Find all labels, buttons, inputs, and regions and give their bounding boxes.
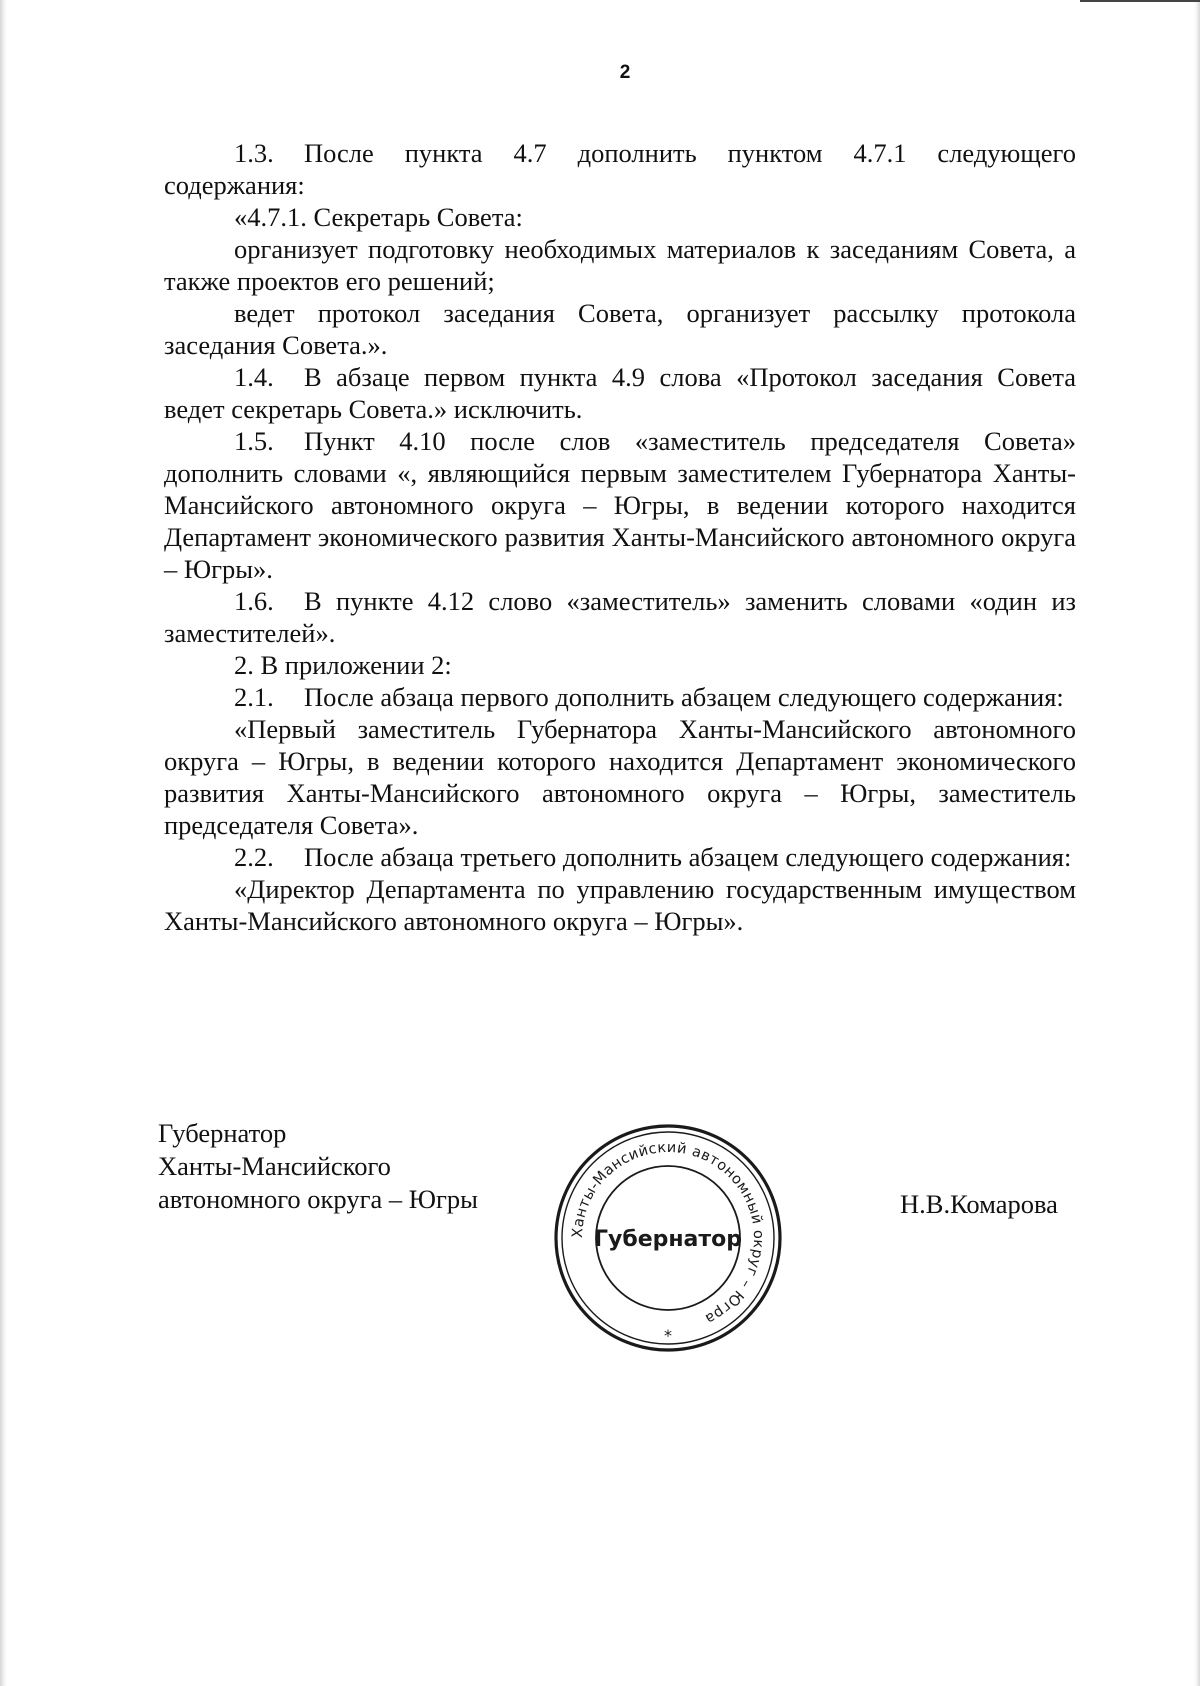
page-number: 2 — [619, 62, 631, 83]
paragraph-text: «Директор Департамента по управлению государственным имуществом Ханты-Мансийского автономного округа – Югры». — [164, 874, 1076, 936]
paragraph-text: После абзаца третьего дополнить абзацем следующего содержания: — [304, 842, 1072, 872]
paragraph-text: «4.7.1. Секретарь Совета: — [234, 202, 523, 232]
paragraph-number: 1.3. — [234, 138, 274, 168]
paragraph-text: «Первый заместитель Губернатора Ханты-Мансийского автономного округа – Югры, в ведении которого находится Департамент экономического развития Ханты-Мансийского автономного округа – Югры, заместитель председателя Совета». — [164, 714, 1076, 840]
seal-center-text: Губернатор — [593, 1227, 743, 1252]
signature-position-line: автономного округа – Югры — [158, 1184, 478, 1214]
paragraph-text: Пункт 4.10 после слов «заместитель председателя Совета» дополнить словами «, являющийся первым заместителем Губернатора Ханты-Мансийского автономного округа – Югры, в ведении которого находится Департамент экономического развития Ханты-Мансийского автономного округа – Югры». — [164, 426, 1076, 584]
paragraph-1-6 — [164, 585, 1076, 649]
paragraph-4-7-1-heading — [164, 201, 1076, 233]
signature-position — [158, 1117, 478, 1216]
paragraph-number: 2.2. — [234, 842, 274, 872]
signature-position-line: Губернатор — [158, 1118, 287, 1148]
paragraph-secretary-duty-1 — [164, 233, 1076, 297]
paragraph-2 — [164, 649, 1076, 681]
paragraph-1-5 — [164, 425, 1076, 585]
document-body — [164, 137, 1076, 937]
scan-edge-top — [1080, 0, 1200, 2]
signatory-name: Н.В.Комарова — [900, 1189, 1058, 1219]
paragraph-first-deputy — [164, 713, 1076, 841]
signature-position-line: Ханты-Мансийского — [158, 1151, 391, 1181]
paragraph-number: 1.4. — [234, 362, 274, 392]
paragraph-2-1 — [164, 681, 1076, 713]
paragraph-text: После абзаца первого дополнить абзацем следующего содержания: — [304, 682, 1064, 712]
scan-edge-right — [1194, 0, 1200, 1686]
paragraph-1-3 — [164, 137, 1076, 201]
paragraph-text: В пункте 4.12 слово «заместитель» заменить словами «один из заместителей». — [164, 586, 1076, 648]
paragraph-number: 1.5. — [234, 426, 274, 456]
scan-edge-left — [0, 0, 7, 1686]
paragraph-director — [164, 873, 1076, 937]
paragraph-text: 2. В приложении 2: — [234, 650, 452, 680]
seal-star: * — [664, 1326, 672, 1345]
seal-ring-textpath: Ханты-Мансийский автономный округ – Югра — [569, 1139, 767, 1327]
paragraph-number: 2.1. — [234, 682, 274, 712]
paragraph-text: После пункта 4.7 дополнить пунктом 4.7.1 следующего содержания: — [164, 138, 1076, 200]
paragraph-1-4 — [164, 361, 1076, 425]
paragraph-text: организует подготовку необходимых материалов к заседаниям Совета, а также проектов его решений; — [164, 234, 1076, 296]
paragraph-secretary-duty-2 — [164, 297, 1076, 361]
paragraph-text: В абзаце первом пункта 4.9 слова «Протокол заседания Совета ведет секретарь Совета.» исключить. — [164, 362, 1076, 424]
paragraph-text: ведет протокол заседания Совета, организует рассылку протокола заседания Совета.». — [164, 298, 1076, 360]
paragraph-2-2 — [164, 841, 1076, 873]
paragraph-number: 1.6. — [234, 586, 274, 616]
official-seal — [550, 1120, 786, 1356]
